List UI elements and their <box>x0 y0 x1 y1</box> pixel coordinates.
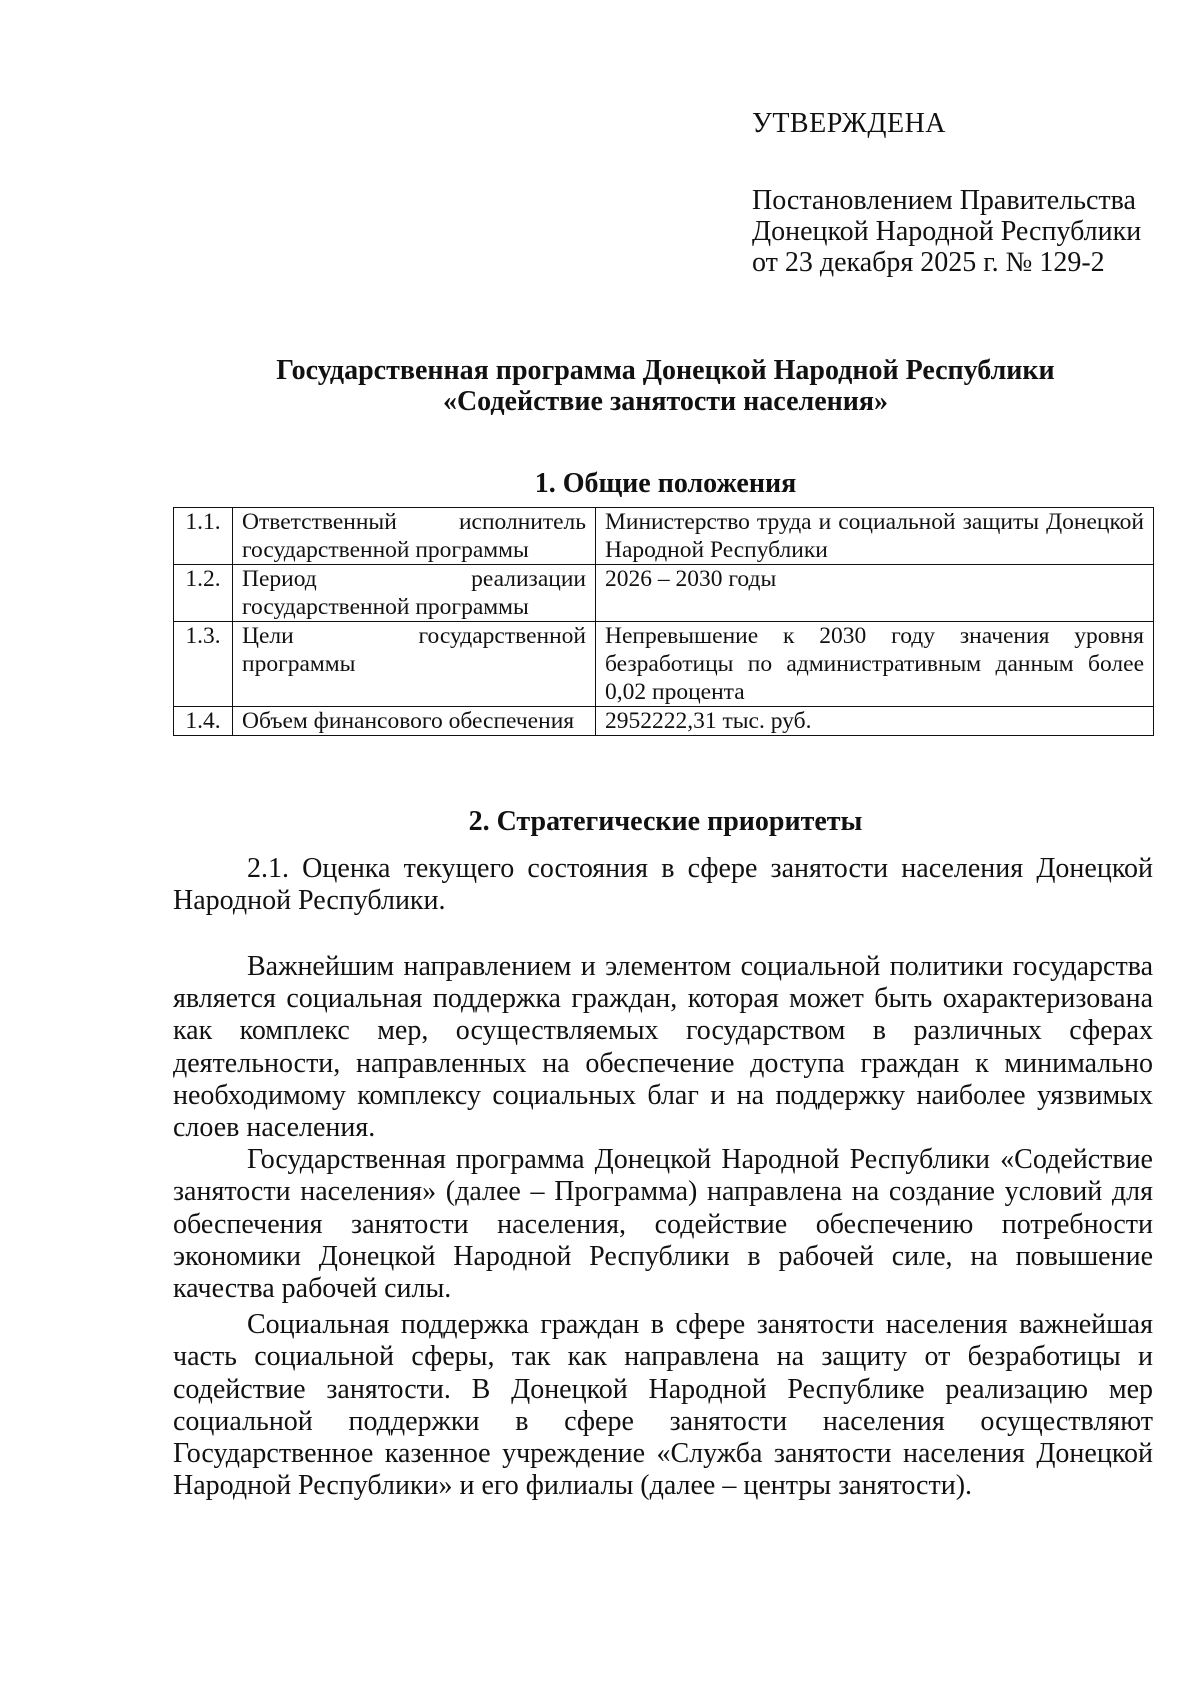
general-provisions-table <box>173 507 1154 736</box>
row-label: Ответственный исполнитель государственной программы <box>233 508 596 565</box>
subpoint-2-1 <box>173 853 1153 917</box>
section-1-heading: 1. Общие положения <box>534 468 797 499</box>
row-value: 2952222,31 тыс. руб. <box>596 707 1154 736</box>
program-title <box>0 355 1200 417</box>
table-row <box>174 565 1154 622</box>
row-number: 1.3. <box>174 622 233 707</box>
section-2-heading: 2. Стратегические приоритеты <box>468 806 863 837</box>
program-title-line: «Содействие занятости населения» <box>442 386 889 417</box>
row-number: 1.1. <box>174 508 233 565</box>
table-row <box>174 707 1154 736</box>
row-label: Цели государственной программы <box>233 622 596 707</box>
table-row <box>174 508 1154 565</box>
subpoint-text: 2.1. Оценка текущего состояния в сфере занятости населения Донецкой Народной Республики. <box>173 853 1153 917</box>
approval-line: Донецкой Народной Республики <box>752 216 1142 247</box>
table-row <box>174 622 1154 707</box>
approval-line: Постановлением Правительства <box>752 185 1136 216</box>
paragraph: Важнейшим направлением и элементом социальной политики государства является социальная поддержка граждан, которая может быть охарактеризована как комплекс мер, осуществляемых государством в различных сферах деятельности, направленных на обеспечение доступа граждан к минимально необходимому комплексу социальных благ и на поддержку наиболее уязвимых слоев населения. <box>173 951 1153 1144</box>
program-title-line: Государственная программа Донецкой Народной Республики <box>276 355 1055 386</box>
row-value: Министерство труда и социальной защиты Донецкой Народной Республики <box>596 508 1154 565</box>
approval-block <box>752 108 1141 278</box>
row-number: 1.2. <box>174 565 233 622</box>
row-value: Непревышение к 2030 году значения уровня безработицы по административным данным более 0,02 процента <box>596 622 1154 707</box>
row-label: Объем финансового обеспечения <box>233 707 596 736</box>
row-value: 2026 – 2030 годы <box>596 565 1154 622</box>
approval-stamp: УТВЕРЖДЕНА <box>752 108 947 139</box>
paragraph: Государственная программа Донецкой Народной Республики «Содействие занятости населения» (далее – Программа) направлена на создание условий для обеспечения занятости населения, содействие обеспечению потребности экономики Донецкой Народной Республики в рабочей силе, на повышение качества рабочей силы. <box>173 1144 1153 1305</box>
approval-line: от 23 декабря 2025 г. № 129-2 <box>752 247 1105 278</box>
row-label: Период реализации государственной программы <box>233 565 596 622</box>
paragraph: Социальная поддержка граждан в сфере занятости населения важнейшая часть социальной сферы, так как направлена на защиту от безработицы и содействие занятости. В Донецкой Народной Республике реализацию мер социальной поддержки в сфере занятости населения осуществляют Государственное казенное учреждение «Служба занятости населения Донецкой Народной Республики» и его филиалы (далее – центры занятости). <box>173 1309 1153 1502</box>
row-number: 1.4. <box>174 707 233 736</box>
body-paragraphs <box>173 951 1153 1502</box>
